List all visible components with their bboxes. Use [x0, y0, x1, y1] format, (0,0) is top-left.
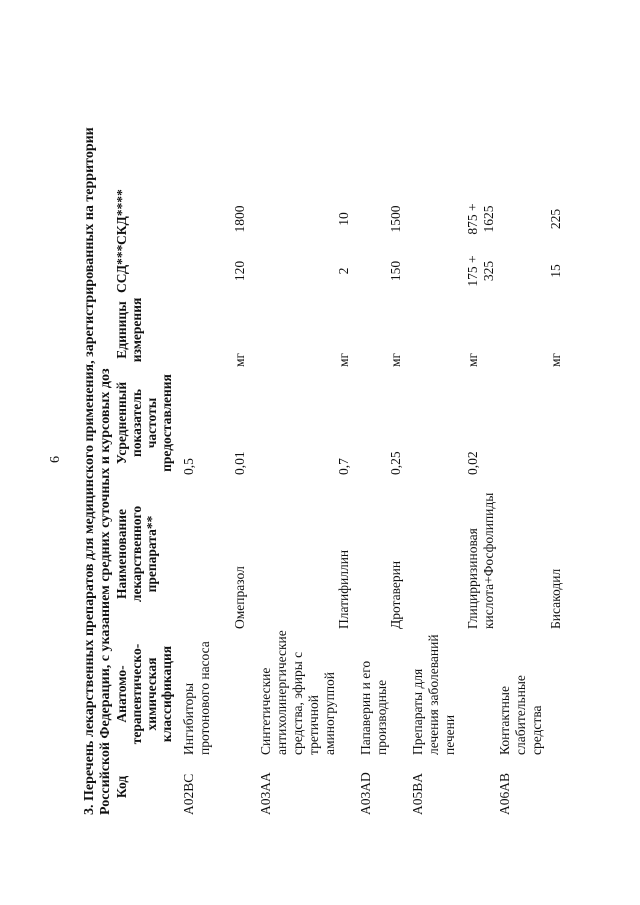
drug-ssd: 150 — [388, 260, 403, 282]
header-drug-name: Наименование лекарственного препарата** — [114, 505, 159, 603]
drug-ssd: 2 — [336, 267, 351, 275]
header-ssd: ССД*** — [114, 244, 129, 293]
row-atc-group: Контактные слабительные средства — [497, 675, 544, 755]
row-code: A03AA — [258, 772, 273, 815]
drug-frequency: 0,7 — [336, 458, 351, 475]
row-group-frequency: 0,5 — [181, 458, 196, 475]
row-atc-group: Препараты для лечения заболеваний печени — [410, 634, 457, 755]
drug-name: Бисакодил — [548, 568, 563, 629]
drug-skd: 1800 — [232, 205, 247, 233]
row-atc-group: Ингибиторы протонового насоса — [181, 641, 212, 755]
drug-ssd: 120 — [232, 260, 247, 282]
drug-unit: мг — [388, 352, 403, 367]
drug-frequency: 0,01 — [232, 451, 247, 475]
row-atc-group: Папаверин и его производные — [358, 660, 389, 755]
drug-name: Дротаверин — [388, 560, 403, 629]
drug-skd: 10 — [336, 212, 351, 226]
row-code: A03AD — [358, 772, 373, 815]
header-frequency: Усредненный показатель частоты предоставления — [114, 374, 174, 472]
drug-name: Омепразол — [232, 566, 247, 629]
row-code: A06AB — [497, 772, 512, 815]
header-code: Код — [114, 775, 129, 799]
drug-name: Платифиллин — [336, 549, 351, 629]
drug-skd: 1500 — [388, 205, 403, 233]
header-unit: Единицы измерения — [114, 297, 144, 363]
row-code: A02BC — [181, 773, 196, 815]
row-atc-group: Синтетические антихолинергические средства, эфиры с третичной аминогруппой — [258, 630, 337, 755]
drug-unit: мг — [336, 352, 351, 367]
drug-unit: мг — [232, 352, 247, 367]
drug-ssd: 175 + 325 — [465, 255, 496, 287]
drug-skd: 875 + 1625 — [465, 203, 496, 235]
header-atc: Анатомо-терапевтическо-химическая классификация — [114, 643, 174, 745]
drug-name: Глицирризиновая кислота+Фосфолипиды — [465, 492, 496, 629]
drug-skd: 225 — [548, 208, 563, 230]
drug-frequency: 0,02 — [465, 451, 480, 475]
header-skd: СКД**** — [114, 189, 129, 245]
drug-unit: мг — [465, 352, 480, 367]
row-code: A05BA — [410, 772, 425, 815]
page-number: 6 — [48, 456, 63, 463]
drug-frequency: 0,25 — [388, 451, 403, 475]
section-title: 3. Перечень лекарственных препаратов для медицинского применения, зарегистрированных на территории Российской Федерации, с указанием средних суточных и курсовых доз — [82, 127, 113, 815]
drug-ssd: 15 — [548, 264, 563, 278]
drug-unit: мг — [548, 352, 563, 367]
